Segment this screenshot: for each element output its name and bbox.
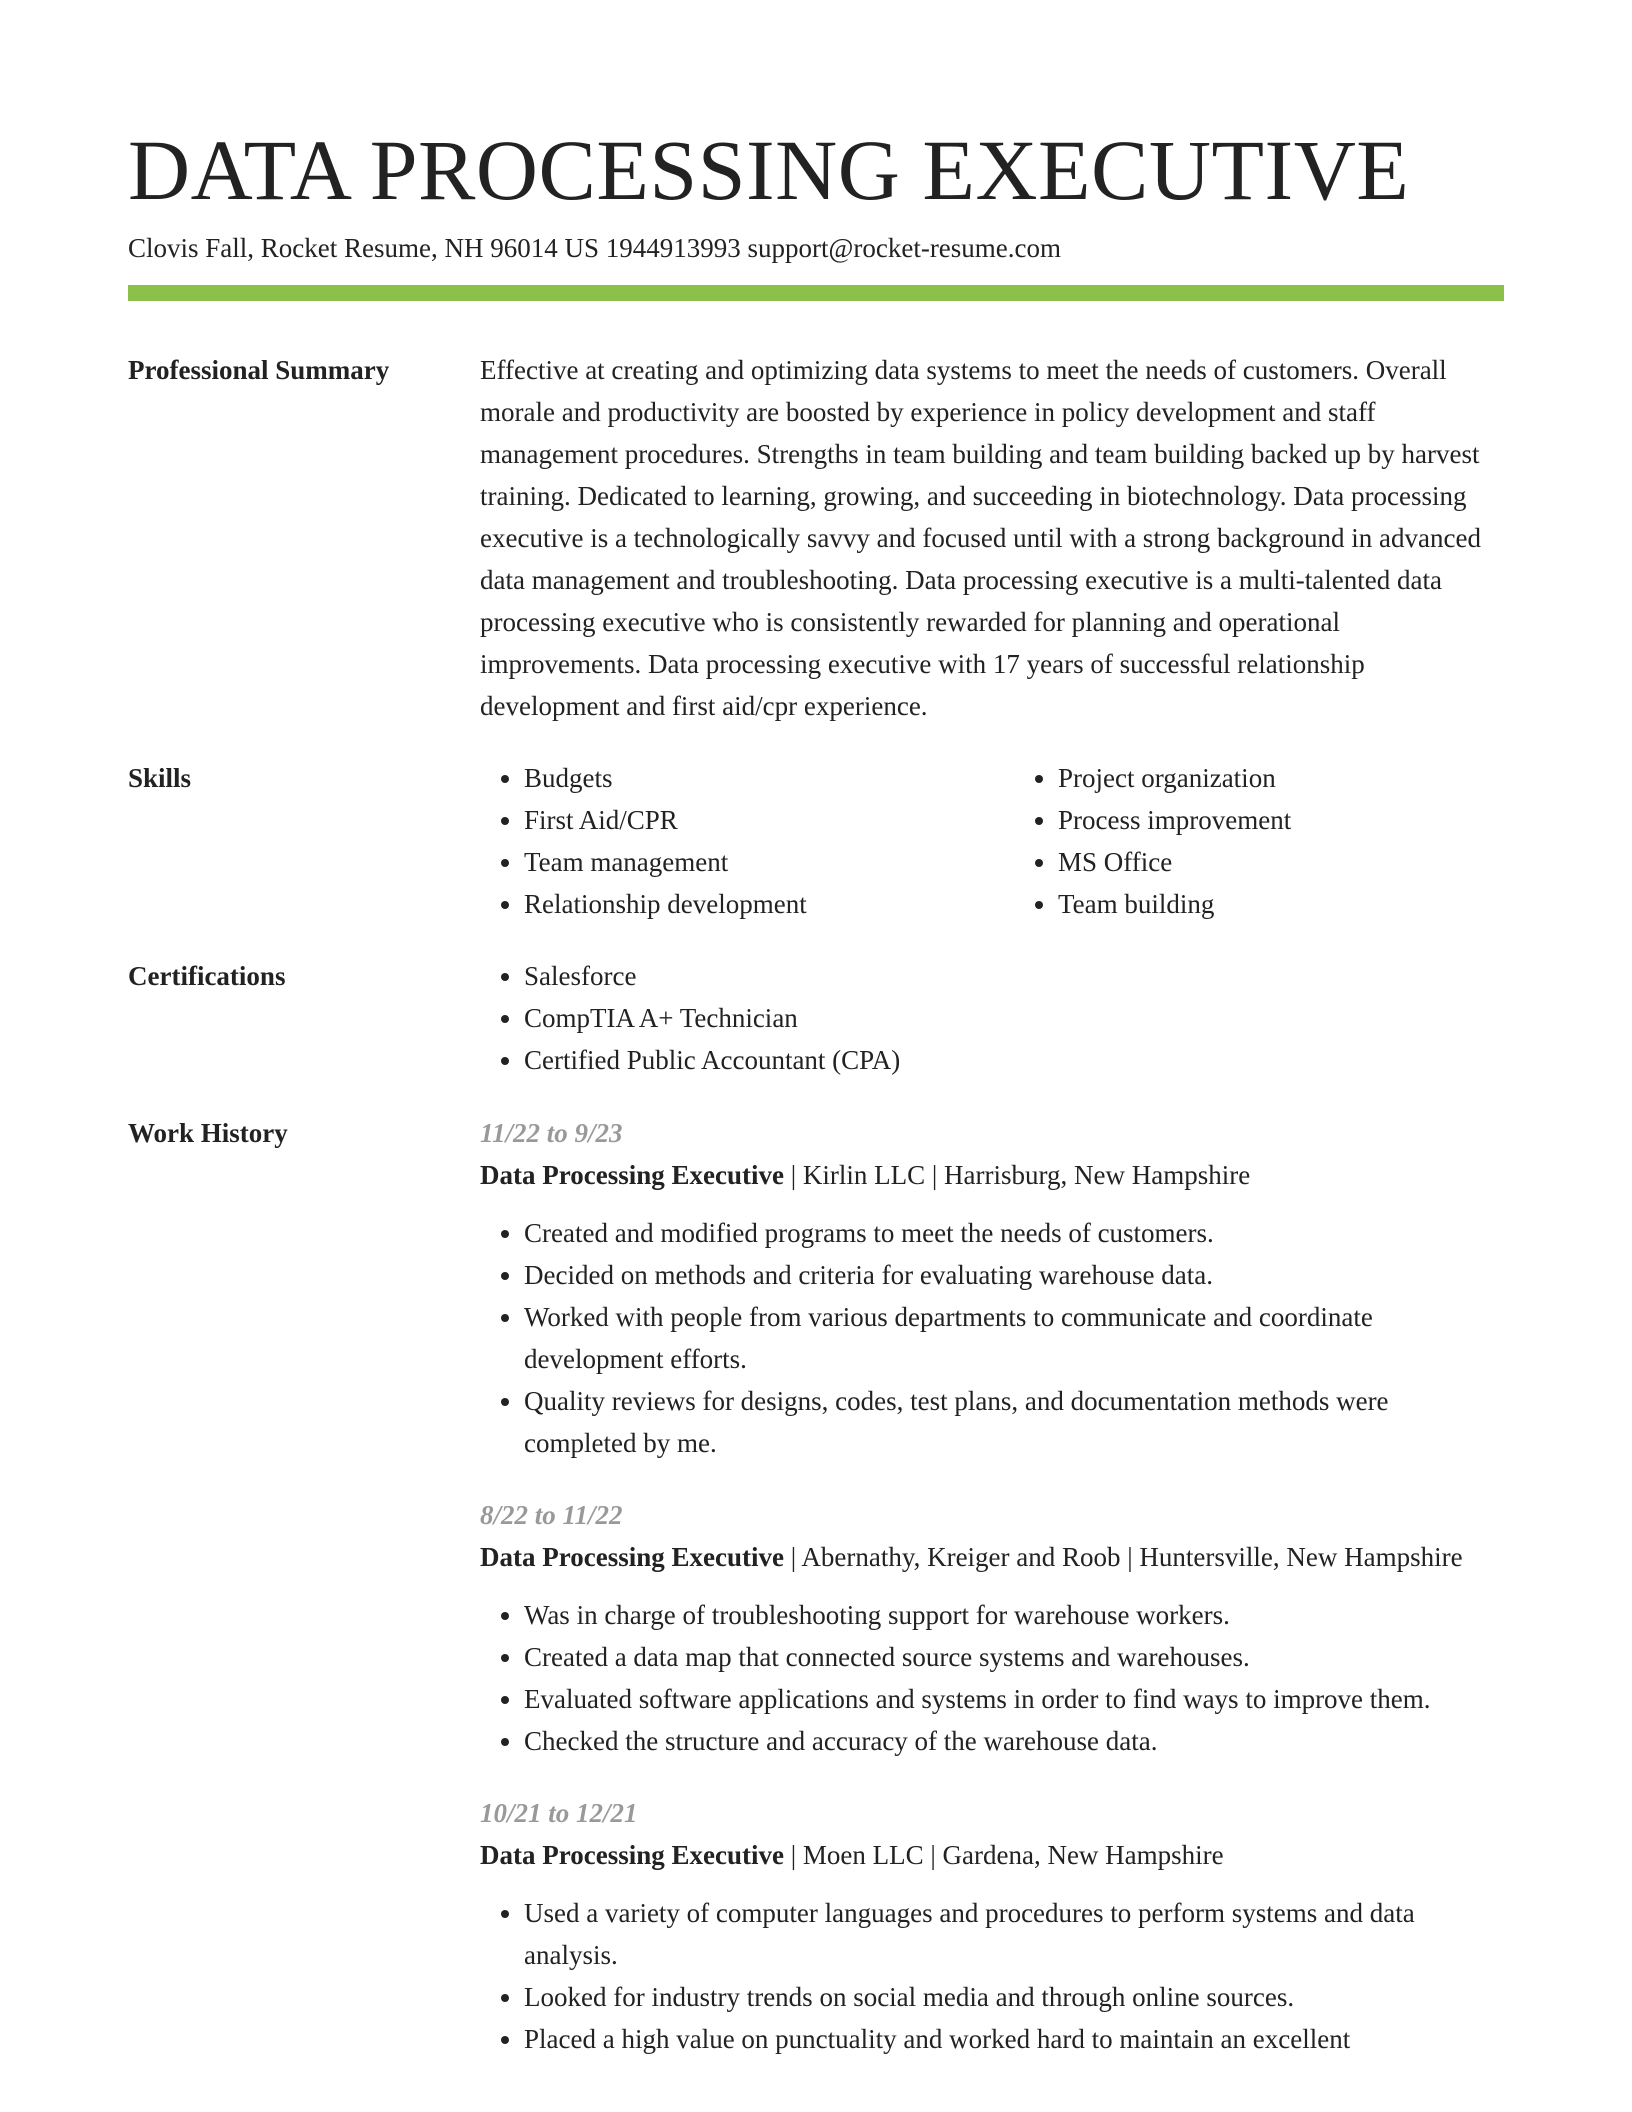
certification-item: • Certified Public Accountant (CPA) bbox=[524, 1039, 1504, 1081]
skill-item: • Project organization bbox=[1058, 757, 1504, 799]
summary-label: Professional Summary bbox=[128, 355, 390, 385]
skills-list-left bbox=[480, 757, 970, 925]
job-duties-list bbox=[480, 1594, 1504, 1762]
job-duty: • Was in charge of troubleshooting support for warehouse workers. bbox=[524, 1594, 1504, 1636]
certifications-list bbox=[480, 955, 1504, 1081]
skill-item: • Team building bbox=[1058, 883, 1504, 925]
job-heading bbox=[480, 1834, 1504, 1876]
job-employer-location: | Moen LLC | Gardena, New Hampshire bbox=[783, 1840, 1224, 1870]
job-duty: • Decided on methods and criteria for evaluating warehouse data. bbox=[524, 1254, 1504, 1296]
skill-item: • First Aid/CPR bbox=[524, 799, 970, 841]
job-duty: • Looked for industry trends on social media and through online sources. bbox=[524, 1976, 1504, 2018]
skill-item: • Budgets bbox=[524, 757, 970, 799]
job-employer-location: | Abernathy, Kreiger and Roob | Huntersville, New Hampshire bbox=[783, 1542, 1463, 1572]
certifications-section bbox=[128, 955, 1504, 1085]
job-dates: 11/22 to 9/23 bbox=[480, 1118, 623, 1148]
work-history-body bbox=[480, 1112, 1504, 2090]
job-title: Data Processing Executive bbox=[480, 1840, 784, 1870]
skill-item: • MS Office bbox=[1058, 841, 1504, 883]
job-dates: 8/22 to 11/22 bbox=[480, 1500, 623, 1530]
job-duty: • Created a data map that connected source systems and warehouses. bbox=[524, 1636, 1504, 1678]
job-heading bbox=[480, 1154, 1504, 1196]
job-duty: • Checked the structure and accuracy of the warehouse data. bbox=[524, 1720, 1504, 1762]
job-heading bbox=[480, 1536, 1504, 1578]
contact-line: Clovis Fall, Rocket Resume, NH 96014 US 1944913993 support@rocket-resume.com bbox=[128, 233, 1062, 263]
skill-item: • Relationship development bbox=[524, 883, 970, 925]
job-duties-list bbox=[480, 1212, 1504, 1464]
summary-body bbox=[480, 349, 1504, 727]
work-history-section bbox=[128, 1112, 1504, 2112]
job-duty: • Worked with people from various departments to communicate and coordinate development efforts. bbox=[524, 1296, 1504, 1380]
work-history-label: Work History bbox=[128, 1118, 288, 1148]
job-entry bbox=[480, 1494, 1504, 1762]
skill-item: • Process improvement bbox=[1058, 799, 1504, 841]
job-duty: • Quality reviews for designs, codes, test plans, and documentation methods were completed by me. bbox=[524, 1380, 1504, 1464]
job-title: Data Processing Executive bbox=[480, 1542, 784, 1572]
job-title: Data Processing Executive bbox=[480, 1160, 784, 1190]
certification-item: • CompTIA A+ Technician bbox=[524, 997, 1504, 1039]
job-entry bbox=[480, 1112, 1504, 1464]
job-duties-list bbox=[480, 1892, 1504, 2060]
job-entry bbox=[480, 1792, 1504, 2060]
summary-text: Effective at creating and optimizing data systems to meet the needs of customers. Overall morale and productivity are boosted by experience in policy development and staff management procedures. Strengths in team building and team building backed up by harvest training. Dedicated to learning, growing, and succeeding in biotechnology. Data processing executive is a technologically savvy and focused until with a strong background in advanced data management and troubleshooting. Data processing executive is a multi-talented data processing executive who is consistently rewarded for planning and operational improvements. Data processing executive with 17 years of successful relationship development and first aid/cpr experience. bbox=[480, 355, 1481, 721]
skills-label: Skills bbox=[128, 763, 192, 793]
job-duty: • Used a variety of computer languages and procedures to perform systems and data analysis. bbox=[524, 1892, 1504, 1976]
job-duty: • Created and modified programs to meet the needs of customers. bbox=[524, 1212, 1504, 1254]
certifications-label: Certifications bbox=[128, 961, 286, 991]
certification-item: • Salesforce bbox=[524, 955, 1504, 997]
skills-columns bbox=[480, 757, 1504, 925]
job-duty: • Evaluated software applications and systems in order to find ways to improve them. bbox=[524, 1678, 1504, 1720]
skills-section bbox=[128, 757, 1504, 927]
skills-list-right bbox=[1014, 757, 1504, 925]
job-dates: 10/21 to 12/21 bbox=[480, 1798, 638, 1828]
job-employer-location: | Kirlin LLC | Harrisburg, New Hampshire bbox=[783, 1160, 1251, 1190]
certifications-body bbox=[480, 955, 1504, 1081]
skills-body bbox=[480, 757, 1504, 925]
skill-item: • Team management bbox=[524, 841, 970, 883]
accent-divider bbox=[128, 285, 1504, 301]
resume-title: DATA PROCESSING EXECUTIVE bbox=[128, 122, 1410, 218]
job-duty: • Placed a high value on punctuality and worked hard to maintain an excellent bbox=[524, 2018, 1504, 2060]
summary-section bbox=[128, 349, 1504, 721]
